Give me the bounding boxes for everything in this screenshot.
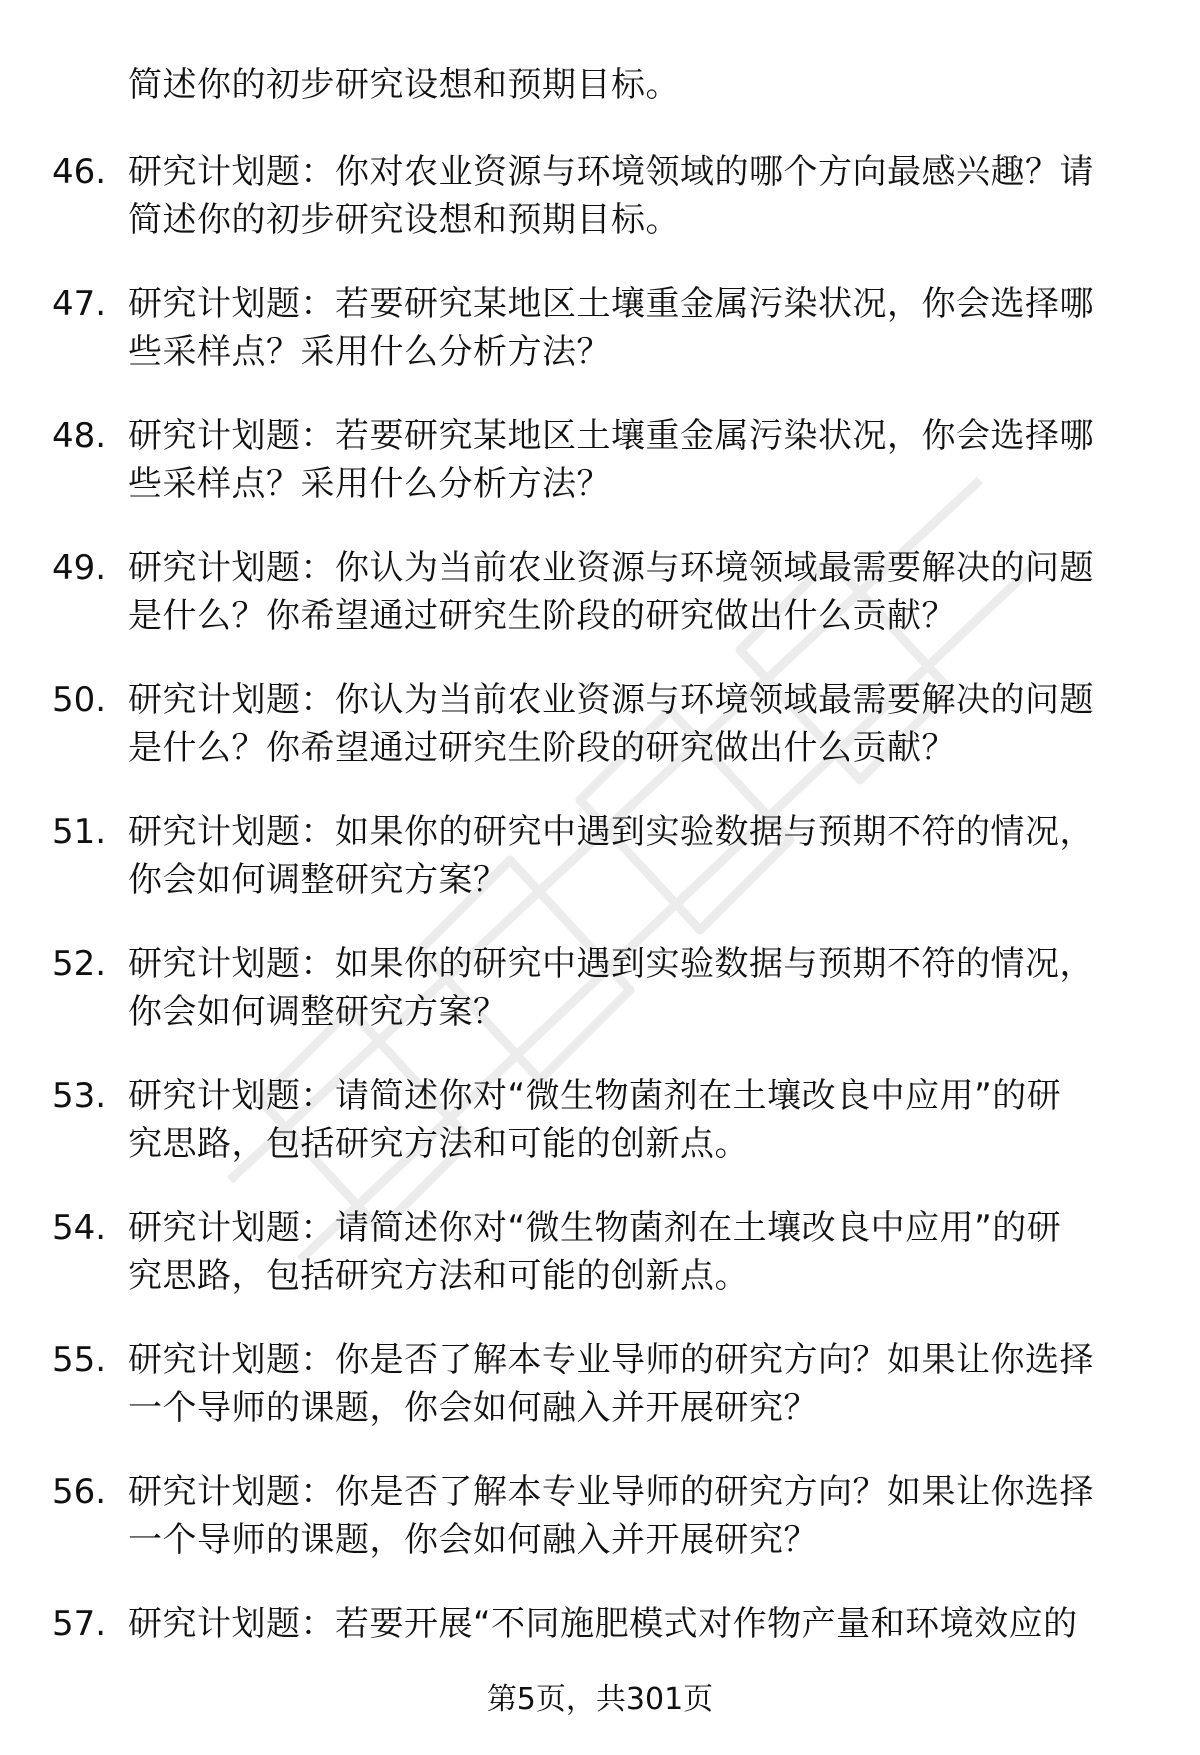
question-list [0,148,1200,1732]
question-text-line1: 研究计划题：你是否了解本专业导师的研究方向？如果让你选择 [128,1472,1094,1512]
question-text-line2: 一个导师的课题，你会如何融入并开展研究？ [128,1520,818,1560]
question-number: 54. [52,1208,107,1248]
list-item [0,148,1200,280]
question-text-line2: 究思路，包括研究方法和可能的创新点。 [128,1256,749,1296]
list-item [0,412,1200,544]
list-item [0,1072,1200,1204]
list-item [0,280,1200,412]
list-item [0,1204,1200,1336]
question-number: 52. [52,944,107,984]
question-text-line1: 研究计划题：若要开展“不同施肥模式对作物产量和环境效应的 [128,1604,1078,1644]
question-text-line2: 究思路，包括研究方法和可能的创新点。 [128,1124,749,1164]
question-text-line2: 一个导师的课题，你会如何融入并开展研究？ [128,1388,818,1428]
question-number: 57. [52,1604,107,1644]
list-item [0,544,1200,676]
question-number: 49. [52,548,107,588]
question-text-line1: 研究计划题：如果你的研究中遇到实验数据与预期不符的情况， [128,944,1094,984]
question-text-line1: 研究计划题：如果你的研究中遇到实验数据与预期不符的情况， [128,812,1094,852]
question-text-line1: 研究计划题：请简述你对“微生物菌剂在土壤改良中应用”的研 [128,1208,1062,1248]
question-text-line1: 研究计划题：请简述你对“微生物菌剂在土壤改良中应用”的研 [128,1076,1062,1116]
question-text-line2: 些采样点？采用什么分析方法？ [128,464,611,504]
list-item [0,1336,1200,1468]
list-item [0,808,1200,940]
question-text-line2: 是什么？你希望通过研究生阶段的研究做出什么贡献？ [128,596,956,636]
question-number: 46. [52,152,107,192]
question-text-line2: 些采样点？采用什么分析方法？ [128,332,611,372]
question-text-line2: 你会如何调整研究方案？ [128,992,508,1032]
page-number-footer: 第5页，共301页 [486,1682,714,1717]
question-text-line1: 研究计划题：若要研究某地区土壤重金属污染状况，你会选择哪 [128,416,1094,456]
continued-question-text: 简述你的初步研究设想和预期目标。 [128,65,680,105]
question-text-line2: 你会如何调整研究方案？ [128,860,508,900]
list-item [0,940,1200,1072]
question-text-line2: 是什么？你希望通过研究生阶段的研究做出什么贡献？ [128,728,956,768]
list-item [0,676,1200,808]
question-number: 51. [52,812,107,852]
question-number: 55. [52,1340,107,1380]
question-text-line1: 研究计划题：你认为当前农业资源与环境领域最需要解决的问题 [128,680,1094,720]
question-number: 53. [52,1076,107,1116]
question-number: 50. [52,680,107,720]
question-text-line1: 研究计划题：你对农业资源与环境领域的哪个方向最感兴趣？请 [128,152,1094,192]
question-number: 48. [52,416,107,456]
question-text-line1: 研究计划题：你认为当前农业资源与环境领域最需要解决的问题 [128,548,1094,588]
question-text-line1: 研究计划题：你是否了解本专业导师的研究方向？如果让你选择 [128,1340,1094,1380]
question-number: 56. [52,1472,107,1512]
question-number: 47. [52,284,107,324]
question-text-line2: 简述你的初步研究设想和预期目标。 [128,200,680,240]
question-text-line1: 研究计划题：若要研究某地区土壤重金属污染状况，你会选择哪 [128,284,1094,324]
list-item [0,1468,1200,1600]
